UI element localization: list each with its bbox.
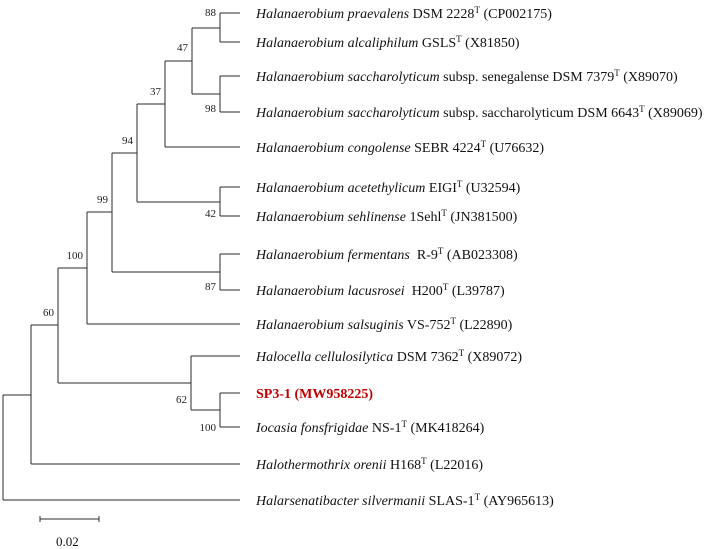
taxon-label-orenii: Halothermothrix orenii $H168^T$ (L22016) [256,456,484,473]
taxon-label-sehlinense: Halanaerobium sehlinense 1Sehl$^T$ (JN381500) [256,208,518,225]
taxon-label-praevalens: Halanaerobium praevalens DSM $2228^T$ (CP002175) [256,5,552,22]
taxon-label-senegalense: Halanaerobium saccharolyticum subsp. senegalense DSM $7379^T$ (X89070) [256,68,678,85]
taxon-label-fonsfrigidae: Iocasia fonsfrigidae $NS-1^T$ (MK418264) [256,419,485,436]
taxon-label-silvermanii: Halarsenatibacter silvermanii SLAS-$1^T$ (AY965613) [256,492,554,509]
bootstrap-88: 88 [205,7,216,19]
taxon-labels [255,5,703,509]
bootstrap-37: 37 [150,86,161,98]
bootstrap-99: 99 [97,194,108,206]
taxon-label-salsuginis: Halanaerobium salsuginis $VS-752^T$ (L22890) [256,316,513,333]
taxon-label-congolense: Halanaerobium congolense SEBR $4224^T$ (U76632) [256,139,545,156]
taxon-label-saccharolyticum: Halanaerobium saccharolyticum subsp. saccharolyticum DSM $6643^T$ (X89069) [256,104,703,121]
bootstrap-60: 60 [43,307,54,319]
taxon-label-lacusrosei: Halanaerobium lacusrosei $H200^T$ (L39787) [256,282,505,299]
bootstrap-100: 100 [66,250,83,262]
bootstrap-47: 47 [177,42,188,54]
taxon-label-cellulosilytica: Halocella cellulosilytica DSM $7362^T$ (X89072) [256,348,523,365]
scale-bar [40,516,99,549]
taxon-label-alcaliphilum: Halanaerobium alcaliphilum $GSLS^T$ (X81850) [256,34,520,51]
taxon-label-acetethylicum: Halanaerobium acetethylicum $EIGI^T$ (U32594) [256,179,521,196]
bootstrap-94: 94 [122,135,133,147]
bootstrap-62: 62 [176,394,187,406]
bootstrap-42: 42 [205,208,216,220]
bootstrap-98: 98 [205,103,216,115]
bootstrap-values [43,7,217,434]
taxon-label-sp3-1: SP3-1 (MW958225) [256,387,374,402]
taxon-label-fermentans: Halanaerobium fermentans $R-9^T$ (AB023308) [256,246,518,263]
scale-bar-label: 0.02 [56,534,79,549]
bootstrap-87: 87 [205,281,216,293]
bootstrap-100-sp3-1: 100 [199,422,216,434]
